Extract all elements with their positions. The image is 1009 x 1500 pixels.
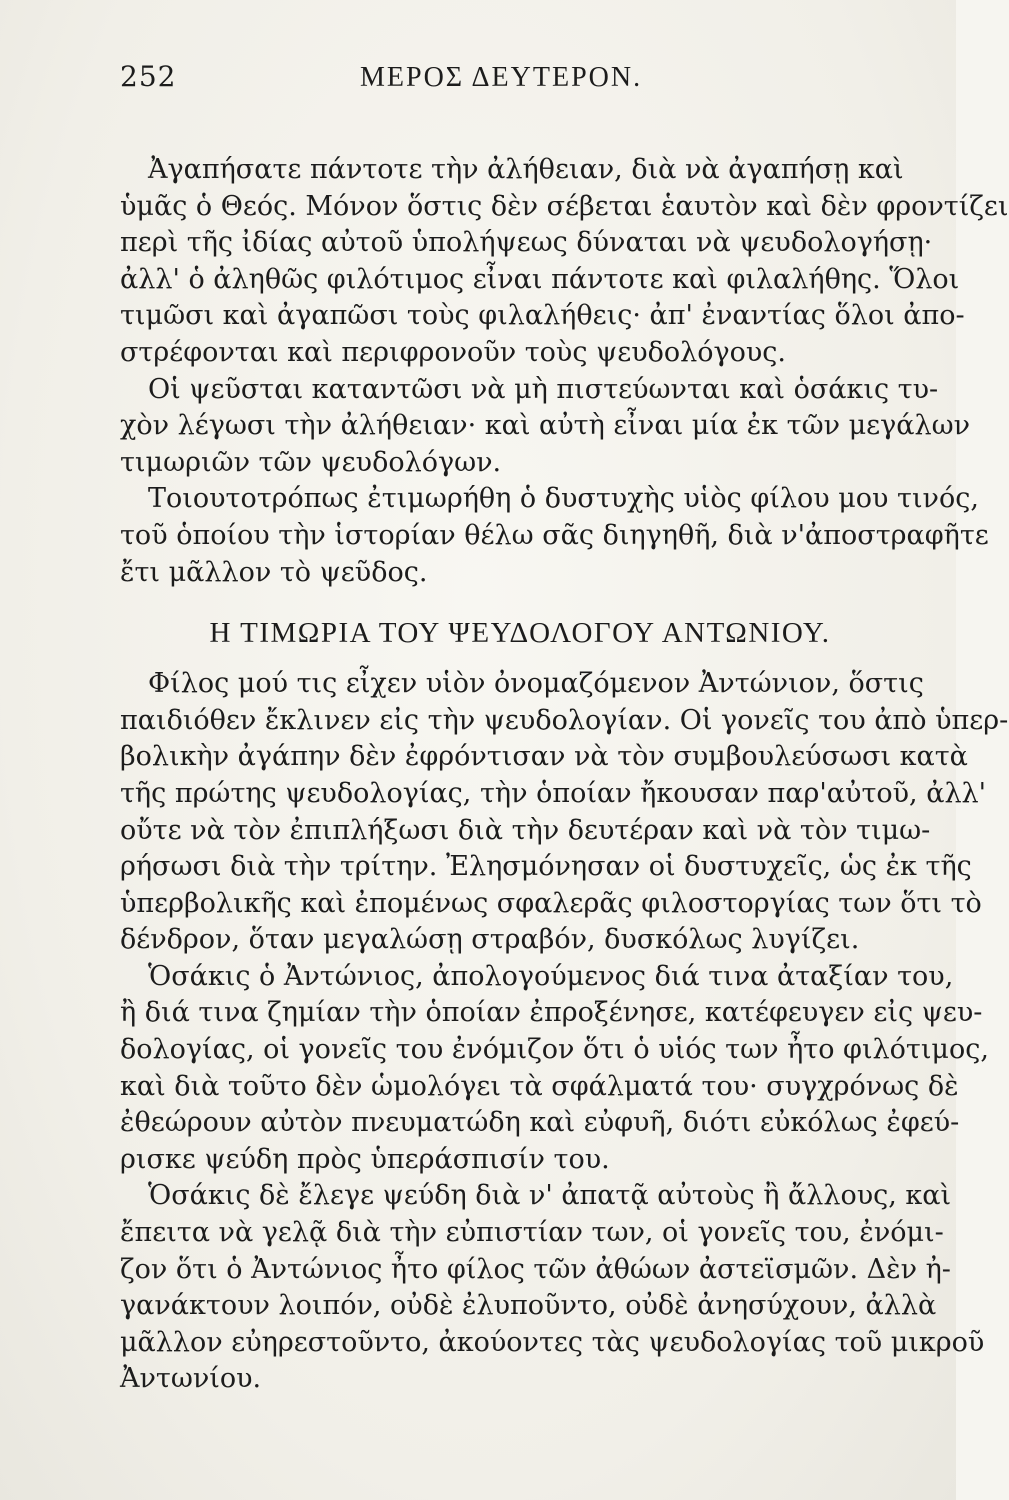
paragraph	[120, 666, 1009, 959]
text-line: οὔτε νὰ τὸν ἐπιπλήξωσι διὰ τὴν δευτέραν καὶ νὰ τὸν τιμω-	[120, 814, 931, 846]
paragraph	[120, 152, 1009, 372]
text-line: τιμῶσι καὶ ἀγαπῶσι τοὺς φιλαλήθεις· ἀπ' ἐναντίας ὅλοι ἀπο-	[120, 300, 965, 332]
text-line: μᾶλλον εὐηρεστοῦντο, ἀκούοντες τὰς ψευδολογίας τοῦ μικροῦ	[120, 1326, 985, 1358]
text-line: στρέφονται καὶ περιφρονοῦν τοὺς ψευδολόγους.	[120, 336, 786, 368]
text-line: Ὁσάκις ὁ Ἀντώνιος, ἀπολογούμενος διά τινα ἀταξίαν του,	[148, 960, 954, 992]
text-line: ἐθεώρουν αὐτὸν πνευματώδη καὶ εὐφυῆ, διότι εὐκόλως ἐφεύ-	[120, 1107, 960, 1139]
text-line: ρήσωσι διὰ τὴν τρίτην. Ἐλησμόνησαν οἱ δυστυχεῖς, ὡς ἐκ τῆς	[120, 851, 972, 883]
text-line: δένδρον, ὅταν μεγαλώσῃ στραβόν, δυσκόλως λυγίζει.	[120, 924, 860, 956]
text-line: Οἱ ψεῦσται καταντῶσι νὰ μὴ πιστεύωνται καὶ ὁσάκις τυ-	[148, 373, 939, 405]
text-line: ἔτι μᾶλλον τὸ ψεῦδος.	[120, 556, 428, 588]
text-line: Τοιουτοτρόπως ἐτιμωρήθη ὁ δυστυχὴς υἱὸς φίλου μου τινός,	[148, 483, 979, 515]
text-line: γανάκτουν λοιπόν, οὐδὲ ἐλυποῦντο, οὐδὲ ἀνησύχουν, ἀλλὰ	[120, 1290, 937, 1322]
paragraphs-after-title	[120, 666, 1009, 1398]
text-line: τιμωριῶν τῶν ψευδολόγων.	[120, 446, 502, 478]
paragraph	[120, 959, 989, 1179]
text-line: περὶ τῆς ἰδίας αὐτοῦ ὑπολήψεως δύναται νὰ ψευδολογήσῃ·	[120, 227, 933, 259]
paragraph	[120, 372, 971, 482]
text-line: βολικὴν ἀγάπην δὲν ἐφρόντισαν νὰ τὸν συμβουλεύσωσι κατὰ	[120, 741, 968, 773]
text-line: τῆς πρώτης ψευδολογίας, τὴν ὁποίαν ἤκουσαν παρ'αὐτοῦ, ἀλλ'	[120, 777, 987, 809]
text-line: ἔπειτα νὰ γελᾷ διὰ τὴν εὐπιστίαν των, οἱ γονεῖς του, ἐνόμι-	[120, 1217, 944, 1249]
text-line: ὑμᾶς ὁ Θεός. Μόνον ὅστις δὲν σέβεται ἑαυτὸν καὶ δὲν φροντίζει	[120, 190, 1009, 222]
section-title: Η ΤΙΜΩΡΙΑ ΤΟΥ ΨΕΥΔΟΛΟΓΟΥ ΑΝΤΩΝΙΟΥ.	[209, 617, 831, 650]
text-line: δολογίας, οἱ γονεῖς του ἐνόμιζον ὅτι ὁ υἱός των ἦτο φιλότιμος,	[120, 1034, 989, 1066]
text-line: παιδιόθεν ἔκλινεν εἰς τὴν ψευδολογίαν. Οἱ γονεῖς του ἀπὸ ὑπερ-	[120, 704, 1009, 736]
text-line: ρισκε ψεύδη πρὸς ὑπεράσπισίν του.	[120, 1143, 610, 1175]
text-line: Ὁσάκις δὲ ἔλεγε ψεύδη διὰ ν' ἀπατᾷ αὐτοὺς ἢ ἄλλους, καὶ	[148, 1180, 952, 1212]
text-line: χὸν λέγωσι τὴν ἀλήθειαν· καὶ αὐτὴ εἶναι μία ἐκ τῶν μεγάλων	[120, 410, 971, 442]
paragraph	[120, 481, 989, 591]
text-line: ὑπερβολικῆς καὶ ἐπομένως σφαλερᾶς φιλοστοργίας των ὅτι τὸ	[120, 887, 982, 919]
text-line: Ἀντωνίου.	[120, 1363, 262, 1395]
text-line: τοῦ ὁποίου τὴν ἱστορίαν θέλω σᾶς διηγηθῆ, διὰ ν'ἀποστραφῆτε	[120, 519, 989, 551]
page-number: 252	[120, 60, 177, 93]
paragraph	[120, 1178, 985, 1398]
paragraphs-before-title	[120, 152, 1009, 591]
page-header	[120, 60, 886, 120]
text-line: ἀλλ' ὁ ἀληθῶς φιλότιμος εἶναι πάντοτε καὶ φιλαλήθης. Ὅλοι	[120, 263, 960, 295]
text-line: Ἀγαπήσατε πάντοτε τὴν ἀλήθειαν, διὰ νὰ ἀγαπήσῃ καὶ	[148, 154, 904, 185]
text-line: ἢ διά τινα ζημίαν τὴν ὁποίαν ἐπροξένησε, κατέφευγεν εἰς ψευ-	[120, 997, 983, 1029]
page-body	[120, 152, 1009, 1398]
text-line: καὶ διὰ τοῦτο δὲν ὡμολόγει τὰ σφάλματά του· συγχρόνως δὲ	[120, 1070, 959, 1102]
text-line: ζον ὅτι ὁ Ἀντώνιος ἦτο φίλος τῶν ἀθώων ἀστεϊσμῶν. Δὲν ἠ-	[120, 1253, 951, 1285]
text-line: Φίλος μού τις εἶχεν υἱὸν ὀνομαζόμενον Ἀντώνιον, ὅστις	[148, 668, 924, 700]
running-head: ΜΕΡΟΣ ΔΕΥΤΕΡΟΝ.	[360, 62, 643, 93]
